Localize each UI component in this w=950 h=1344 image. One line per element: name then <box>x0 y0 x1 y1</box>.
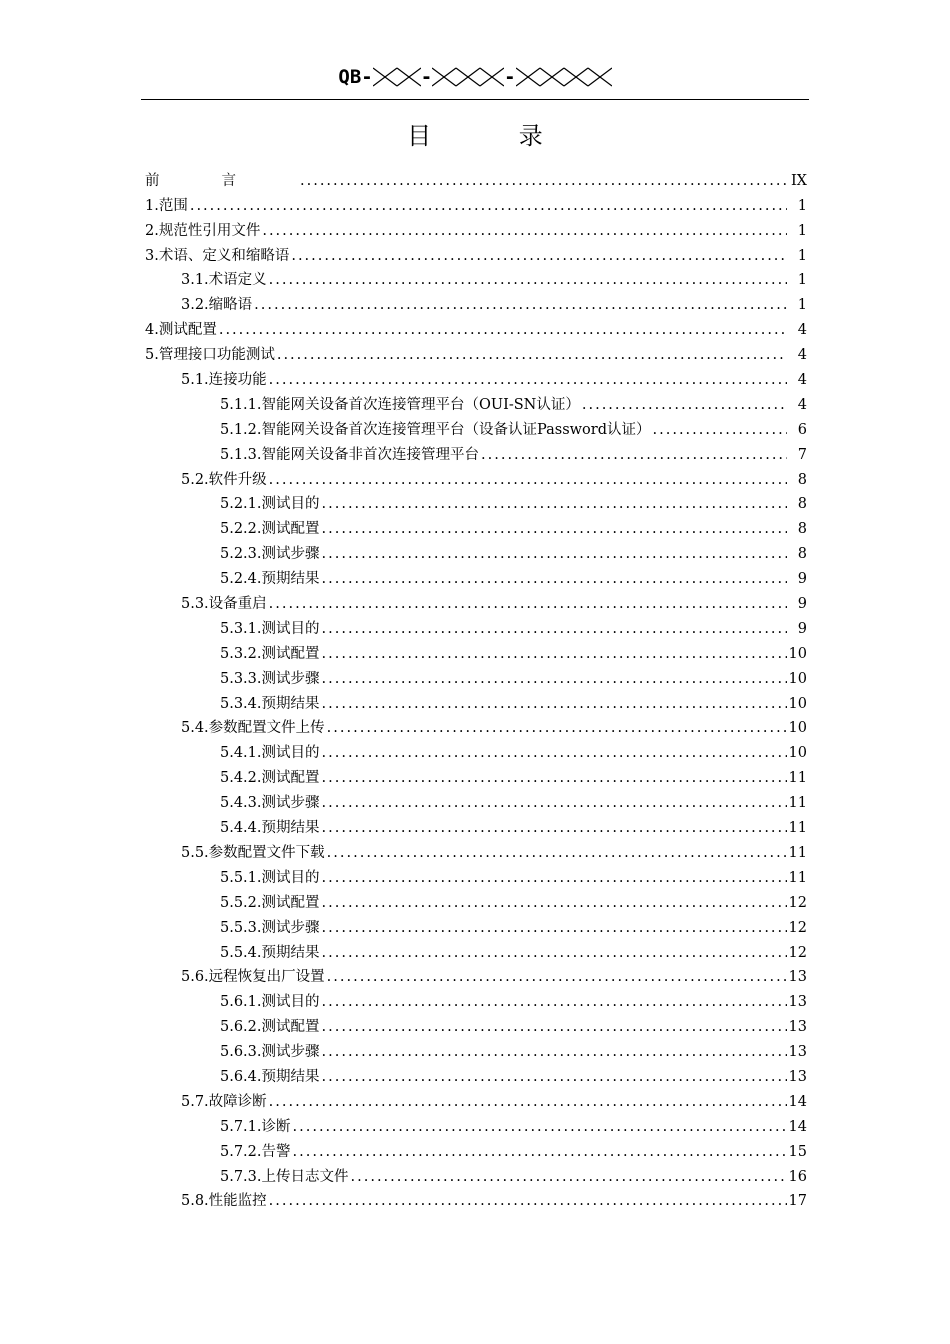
toc-entry[interactable] <box>145 987 807 1012</box>
dot-leader <box>582 395 787 415</box>
dot-leader <box>322 768 787 788</box>
toc-entry[interactable] <box>145 241 807 266</box>
toc-entry-page: 15 <box>788 1143 807 1160</box>
toc-entry[interactable] <box>145 539 807 564</box>
dot-leader <box>322 669 787 689</box>
toc-entry-page: 4 <box>797 347 807 364</box>
toc-entry-page: 11 <box>788 820 807 837</box>
dot-leader <box>322 644 787 664</box>
toc-entry[interactable] <box>145 365 807 390</box>
toc-entry[interactable] <box>145 1087 807 1112</box>
toc-entry[interactable] <box>145 838 807 863</box>
toc-entry-title: 参数配置文件下载 <box>208 844 325 861</box>
toc-entry-page: 9 <box>797 571 807 588</box>
toc-entry-title: 告警 <box>261 1143 291 1160</box>
toc-entry-page: 11 <box>788 869 807 886</box>
toc-entry-page: 13 <box>788 1019 807 1036</box>
toc-entry-page: 8 <box>797 471 807 488</box>
toc-entry-number: 5.6. <box>181 969 209 986</box>
toc-entry-title: 前言 <box>145 172 298 189</box>
toc-entry[interactable] <box>145 315 807 340</box>
toc-entry-number: 5.4.1. <box>220 745 262 762</box>
toc-entry-page: 10 <box>788 670 807 687</box>
dot-leader <box>322 818 787 838</box>
toc-entry-number: 5.5.4. <box>220 944 262 961</box>
toc-entry[interactable] <box>145 216 807 241</box>
toc-entry[interactable] <box>145 415 807 440</box>
toc-entry-number: 3. <box>145 247 159 264</box>
toc-entry[interactable] <box>145 589 807 614</box>
toc-entry-page: 1 <box>797 247 807 264</box>
placeholder-x-group-icon <box>516 66 612 88</box>
toc-entry[interactable] <box>145 938 807 963</box>
toc-entry-title: 测试步骤 <box>261 670 320 687</box>
toc-entry-page: 9 <box>797 596 807 613</box>
toc-entry-number: 5.7. <box>181 1093 209 1110</box>
toc-entry-title: 诊断 <box>261 1118 291 1135</box>
toc-entry-title: 预期结果 <box>261 695 320 712</box>
toc-entry-page: 1 <box>797 297 807 314</box>
header-separator: - <box>420 66 433 88</box>
toc-entry-title: 测试步骤 <box>261 546 320 563</box>
dot-leader <box>322 943 787 963</box>
dot-leader <box>269 370 787 390</box>
toc-entry-number: 5.7.2. <box>220 1143 262 1160</box>
toc-entry[interactable] <box>145 1037 807 1062</box>
dot-leader <box>322 743 787 763</box>
toc-entry-page: 8 <box>797 496 807 513</box>
toc-entry-title: 预期结果 <box>261 1068 320 1085</box>
toc-entry[interactable] <box>145 863 807 888</box>
dot-leader <box>481 445 787 465</box>
toc-entry-number: 5.6.1. <box>220 994 262 1011</box>
toc-entry-page: 4 <box>797 322 807 339</box>
toc-entry[interactable] <box>145 564 807 589</box>
dot-leader <box>322 1042 787 1062</box>
toc-entry-number: 5.6.4. <box>220 1068 262 1085</box>
toc-entry-page: 12 <box>788 894 807 911</box>
toc-entry[interactable] <box>145 1012 807 1037</box>
toc-entry-page: 14 <box>788 1093 807 1110</box>
dot-leader <box>322 992 787 1012</box>
dot-leader <box>322 569 787 589</box>
toc-entry-title: 测试配置 <box>261 770 320 787</box>
toc-entry-number: 5.5.2. <box>220 894 262 911</box>
document-code <box>338 62 611 92</box>
dot-leader <box>293 1142 787 1162</box>
toc-entry[interactable] <box>145 490 807 515</box>
dot-leader <box>322 868 787 888</box>
dot-leader <box>219 320 787 340</box>
toc-entry-number: 5.4.2. <box>220 770 262 787</box>
toc-entry-page: 1 <box>797 272 807 289</box>
toc-entry-number: 5.6.3. <box>220 1044 262 1061</box>
toc-entry-number: 5.4.3. <box>220 795 262 812</box>
dot-leader <box>269 594 787 614</box>
toc-entry-number: 3.1. <box>181 272 209 289</box>
toc-entry-number: 5. <box>145 347 159 364</box>
toc-entry-number: 5.2. <box>181 471 209 488</box>
header-rule <box>141 99 809 100</box>
dot-leader <box>269 1092 787 1112</box>
dot-leader <box>322 918 787 938</box>
toc-entry-title: 性能监控 <box>208 1193 267 1210</box>
toc-entry[interactable] <box>145 166 807 191</box>
toc-entry[interactable] <box>145 514 807 539</box>
toc-entry-title: 测试目的 <box>261 994 320 1011</box>
placeholder-x-group-icon <box>373 66 421 88</box>
toc-entry-title: 预期结果 <box>261 571 320 588</box>
toc-entry[interactable] <box>145 465 807 490</box>
toc-entry-title: 设备重启 <box>208 596 267 613</box>
dot-leader <box>653 420 787 440</box>
toc-entry-title: 术语、定义和缩略语 <box>158 247 290 264</box>
toc-entry-page: 12 <box>788 919 807 936</box>
placeholder-x-group-icon <box>432 66 504 88</box>
toc-entry-title: 预期结果 <box>261 944 320 961</box>
toc-entry-page: 7 <box>797 446 807 463</box>
toc-entry-title: 测试目的 <box>261 496 320 513</box>
dot-leader <box>269 470 787 490</box>
toc-entry[interactable] <box>145 290 807 315</box>
toc-entry-number: 5.3. <box>181 596 209 613</box>
toc-entry[interactable] <box>145 614 807 639</box>
toc-entry-title: 测试步骤 <box>261 1044 320 1061</box>
toc-entry-number: 5.3.2. <box>220 645 262 662</box>
toc-entry-title: 缩略语 <box>208 297 253 314</box>
toc-entry-number: 5.4. <box>181 720 209 737</box>
toc-entry-number: 3.2. <box>181 297 209 314</box>
toc-entry-number: 5.8. <box>181 1193 209 1210</box>
toc-entry-page: 12 <box>788 944 807 961</box>
toc-entry[interactable] <box>145 1137 807 1162</box>
toc-entry-page: 10 <box>788 720 807 737</box>
dot-leader <box>322 1017 787 1037</box>
toc-entry-page: 8 <box>797 546 807 563</box>
toc-entry-page: 11 <box>788 770 807 787</box>
toc-entry-number: 2. <box>145 222 159 239</box>
toc-entry-page: 13 <box>788 969 807 986</box>
toc-entry-title: 术语定义 <box>208 272 267 289</box>
toc-entry-number: 5.2.2. <box>220 521 262 538</box>
toc-entry-title: 规范性引用文件 <box>158 222 261 239</box>
toc-entry-title: 上传日志文件 <box>261 1168 349 1185</box>
toc-entry[interactable] <box>145 664 807 689</box>
toc-entry-title: 连接功能 <box>208 372 267 389</box>
toc-entry-number: 5.1.2. <box>220 421 262 438</box>
document-code-header <box>141 62 809 100</box>
toc-entry-number: 5.3.1. <box>220 620 262 637</box>
toc-entry[interactable] <box>145 191 807 216</box>
toc-entry-title: 测试配置 <box>158 322 217 339</box>
toc-entry-title: 测试步骤 <box>261 795 320 812</box>
toc-entry[interactable] <box>145 1187 807 1212</box>
toc-entry-page: 10 <box>788 645 807 662</box>
dot-leader <box>322 893 787 913</box>
toc-entry-page: 1 <box>797 222 807 239</box>
header-separator: - <box>504 66 516 88</box>
toc-entry-page: 4 <box>797 396 807 413</box>
toc-entry[interactable] <box>145 888 807 913</box>
toc-entry-page: 13 <box>788 1068 807 1085</box>
toc-entry-page: 11 <box>788 795 807 812</box>
dot-leader <box>277 345 787 365</box>
dot-leader <box>269 1191 787 1211</box>
toc-entry-page: 13 <box>788 1044 807 1061</box>
toc-entry-title: 远程恢复出厂设置 <box>208 969 325 986</box>
toc-entry-number: 5.5.1. <box>220 869 262 886</box>
toc-entry-title: 测试步骤 <box>261 919 320 936</box>
toc-entry-number: 5.5.3. <box>220 919 262 936</box>
toc-entry-number: 5.1.1. <box>220 396 262 413</box>
toc-entry-title: 测试配置 <box>261 645 320 662</box>
toc-entry-page: 13 <box>788 994 807 1011</box>
toc-entry[interactable] <box>145 913 807 938</box>
dot-leader <box>293 1117 787 1137</box>
toc-entry-page: 17 <box>788 1193 807 1210</box>
toc-entry-title: 软件升级 <box>208 471 267 488</box>
toc-entry-page: 8 <box>797 521 807 538</box>
toc-entry-title: 智能网关设备首次连接管理平台（设备认证Password认证） <box>261 421 651 438</box>
toc-entry-page: 11 <box>788 844 807 861</box>
toc-entry-number: 5.1.3. <box>220 446 262 463</box>
toc-entry-title: 管理接口功能测试 <box>158 347 275 364</box>
dot-leader <box>322 619 787 639</box>
toc-entry-number: 5.2.4. <box>220 571 262 588</box>
toc-entry-title: 预期结果 <box>261 820 320 837</box>
toc-entry-page: IX <box>790 172 807 189</box>
dot-leader <box>269 270 787 290</box>
toc-entry-number: 1. <box>145 197 159 214</box>
dot-leader <box>322 793 787 813</box>
toc-entry-page: 4 <box>797 372 807 389</box>
dot-leader <box>327 967 787 987</box>
toc-entry-number: 5.6.2. <box>220 1019 262 1036</box>
toc-entry-title: 测试配置 <box>261 894 320 911</box>
toc-title: 目 录 <box>407 122 583 150</box>
toc-entry[interactable] <box>145 738 807 763</box>
dot-leader <box>300 171 787 191</box>
toc-entry[interactable] <box>145 763 807 788</box>
toc-entry-title: 测试配置 <box>261 521 320 538</box>
dot-leader <box>322 1067 787 1087</box>
toc-entry[interactable] <box>145 440 807 465</box>
toc-entry-title: 测试配置 <box>261 1019 320 1036</box>
dot-leader <box>327 843 787 863</box>
dot-leader <box>262 221 787 241</box>
dot-leader <box>322 519 787 539</box>
toc-entry[interactable] <box>145 689 807 714</box>
toc-entry-number: 5.1. <box>181 372 209 389</box>
dot-leader <box>322 494 787 514</box>
header-prefix: QB- <box>338 66 373 88</box>
toc-entry-title: 测试目的 <box>261 620 320 637</box>
toc-entry-page: 9 <box>797 620 807 637</box>
dot-leader <box>254 295 787 315</box>
toc-entry-number: 5.2.1. <box>220 496 262 513</box>
table-of-contents <box>145 166 807 1211</box>
toc-entry-number: 5.7.1. <box>220 1118 262 1135</box>
toc-entry[interactable] <box>145 788 807 813</box>
toc-entry-title: 智能网关设备非首次连接管理平台 <box>261 446 480 463</box>
toc-entry[interactable] <box>145 1112 807 1137</box>
toc-entry-title: 测试目的 <box>261 869 320 886</box>
toc-entry[interactable] <box>145 266 807 291</box>
toc-entry-page: 16 <box>788 1168 807 1185</box>
toc-entry-title: 测试目的 <box>261 745 320 762</box>
toc-entry-number: 5.2.3. <box>220 546 262 563</box>
dot-leader <box>190 196 787 216</box>
toc-entry[interactable] <box>145 714 807 739</box>
toc-entry[interactable] <box>145 813 807 838</box>
toc-entry-page: 14 <box>788 1118 807 1135</box>
toc-entry-number: 5.4.4. <box>220 820 262 837</box>
toc-entry-title: 范围 <box>158 197 188 214</box>
toc-entry-title: 故障诊断 <box>208 1093 267 1110</box>
toc-entry[interactable] <box>145 1162 807 1187</box>
dot-leader <box>322 544 787 564</box>
toc-entry-title: 参数配置文件上传 <box>208 720 325 737</box>
toc-entry-page: 10 <box>788 695 807 712</box>
toc-entry-page: 1 <box>797 197 807 214</box>
toc-entry-number: 4. <box>145 322 159 339</box>
dot-leader <box>291 246 787 266</box>
toc-entry-title: 智能网关设备首次连接管理平台（OUI-SN认证） <box>261 396 580 413</box>
toc-entry-number: 5.3.3. <box>220 670 262 687</box>
dot-leader <box>327 718 787 738</box>
toc-entry-number: 5.7.3. <box>220 1168 262 1185</box>
dot-leader <box>322 694 787 714</box>
toc-entry-number: 5.3.4. <box>220 695 262 712</box>
toc-entry[interactable] <box>145 639 807 664</box>
toc-entry-page: 10 <box>788 745 807 762</box>
dot-leader <box>351 1167 787 1187</box>
toc-entry[interactable] <box>145 390 807 415</box>
toc-entry[interactable] <box>145 340 807 365</box>
toc-entry[interactable] <box>145 1062 807 1087</box>
toc-entry[interactable] <box>145 963 807 988</box>
toc-entry-number: 5.5. <box>181 844 209 861</box>
toc-entry-page: 6 <box>797 421 807 438</box>
